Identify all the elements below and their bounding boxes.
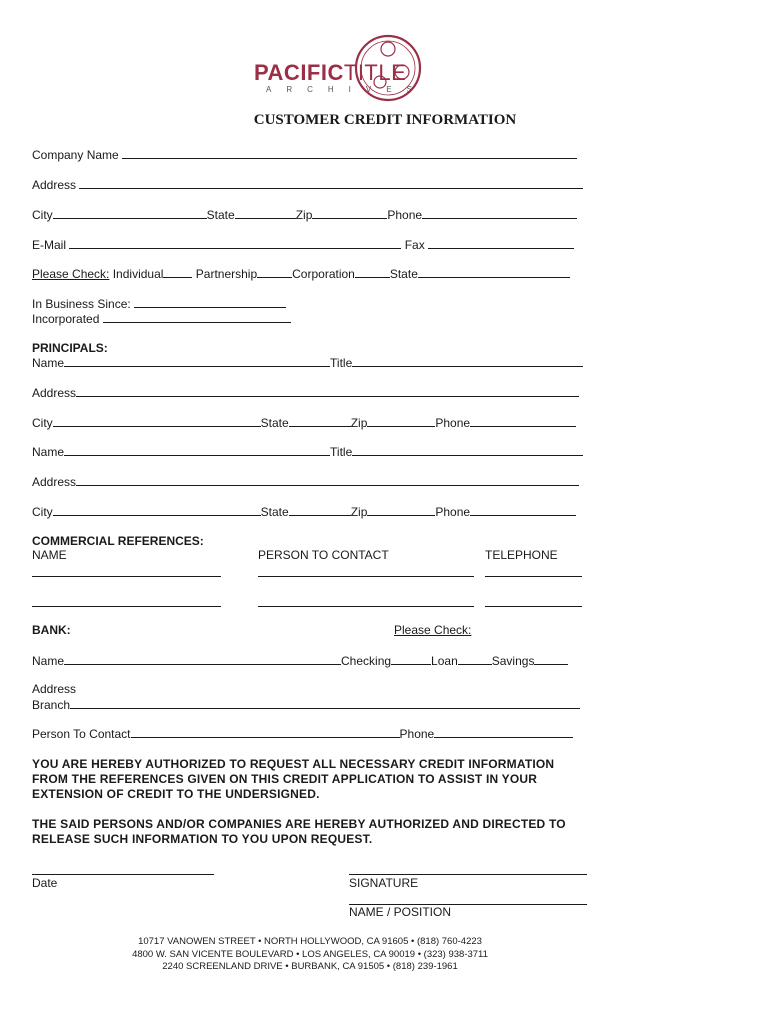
reference2-contact-field[interactable]	[258, 606, 474, 607]
incorporated-label: Incorporated	[32, 312, 100, 326]
principal2-zip-label: Zip	[350, 505, 368, 519]
phone-field[interactable]	[422, 207, 577, 219]
principal1-city-label: City	[32, 416, 53, 430]
loan-label: Loan	[431, 654, 458, 668]
references-telephone-header: TELEPHONE	[485, 548, 558, 562]
bank-phone-label: Phone	[399, 727, 435, 741]
principal1-zip-label: Zip	[350, 416, 368, 430]
bank-name-field[interactable]	[64, 653, 341, 665]
references-name-header: NAME	[32, 548, 67, 562]
footer-address-2: 4800 W. SAN VICENTE BOULEVARD • LOS ANGELES, CA 90019 • (323) 938-3711	[132, 948, 488, 960]
principal2-title-field[interactable]	[352, 444, 583, 456]
reference2-telephone-field[interactable]	[485, 606, 582, 607]
principal1-name-label: Name	[32, 356, 65, 370]
email-field[interactable]	[69, 237, 401, 249]
business-since-field[interactable]	[134, 296, 286, 308]
signature-label: SIGNATURE	[349, 876, 419, 890]
state-entity-label: State	[389, 267, 418, 281]
state-field[interactable]	[235, 207, 296, 219]
principals-heading: PRINCIPALS:	[32, 341, 108, 355]
principal1-zip-field[interactable]	[367, 415, 435, 427]
bank-please-check-label: Please Check:	[394, 623, 472, 637]
form-title: CUSTOMER CREDIT INFORMATION	[253, 112, 517, 128]
fax-field[interactable]	[428, 237, 574, 249]
reference1-contact-field[interactable]	[258, 576, 474, 577]
partnership-label: Partnership	[195, 267, 258, 281]
principal2-name-label: Name	[32, 445, 65, 459]
principal1-address-field[interactable]	[76, 385, 579, 397]
address-label: Address	[32, 178, 77, 192]
principal1-state-field[interactable]	[289, 415, 351, 427]
business-since-row	[32, 296, 286, 311]
bank-contact-label: Person To Contact	[32, 727, 131, 741]
principal2-address-field[interactable]	[76, 474, 579, 486]
city-label: City	[32, 208, 53, 222]
film-reel-icon	[350, 32, 424, 104]
principal1-address-label: Address	[32, 386, 77, 400]
company-city-row	[32, 207, 577, 222]
bank-contact-row	[32, 726, 573, 741]
principal1-title-label: Title	[330, 356, 353, 370]
principal2-name-row	[32, 444, 583, 459]
references-heading: COMMERCIAL REFERENCES:	[32, 534, 204, 548]
principal1-phone-label: Phone	[435, 416, 471, 430]
principal1-city-field[interactable]	[53, 415, 261, 427]
fax-label: Fax	[404, 238, 425, 252]
footer-addresses	[0, 936, 620, 974]
logo-wordmark: PACIFICTITLE	[254, 60, 407, 85]
references-contact-header: PERSON TO CONTACT	[258, 548, 389, 562]
principal1-state-label: State	[260, 416, 289, 430]
checking-label: Checking	[341, 654, 392, 668]
principal1-phone-field[interactable]	[470, 415, 576, 427]
principal2-address-row	[32, 474, 579, 489]
logo-subtitle: ARCHIVES	[266, 85, 427, 94]
bank-contact-field[interactable]	[131, 726, 400, 738]
company-address-row	[32, 177, 583, 192]
corporation-checkbox[interactable]	[355, 266, 390, 278]
principal1-address-row	[32, 385, 579, 400]
state-entity-field[interactable]	[418, 266, 570, 278]
principal1-title-field[interactable]	[352, 355, 583, 367]
phone-label: Phone	[387, 208, 423, 222]
company-logo	[254, 32, 427, 104]
checking-checkbox[interactable]	[391, 653, 431, 665]
please-check-label: Please Check:	[32, 267, 110, 281]
bank-branch-row	[32, 697, 580, 712]
incorporated-row	[32, 311, 291, 326]
principal1-city-row	[32, 415, 576, 430]
bank-address-label: Address	[32, 682, 77, 696]
individual-checkbox[interactable]	[163, 266, 192, 278]
authorization-paragraph-2: THE SAID PERSONS AND/OR COMPANIES ARE HEREBY AUTHORIZED AND DIRECTED TO RELEASE SUCH INFORMATION TO YOU UPON REQUEST.	[32, 817, 566, 846]
signature-field[interactable]	[349, 874, 587, 875]
partnership-checkbox[interactable]	[257, 266, 292, 278]
company-name-row	[32, 147, 577, 162]
principal2-state-field[interactable]	[289, 504, 351, 516]
zip-field[interactable]	[312, 207, 387, 219]
footer-address-1: 10717 VANOWEN STREET • NORTH HOLLYWOOD, CA 91605 • (818) 760-4223	[138, 936, 482, 947]
bank-branch-field[interactable]	[70, 697, 580, 709]
entity-type-row	[32, 266, 570, 281]
company-name-label: Company Name	[32, 148, 119, 162]
email-fax-row	[32, 237, 574, 252]
date-field[interactable]	[32, 874, 214, 875]
principal2-city-label: City	[32, 505, 53, 519]
bank-branch-label: Branch	[32, 698, 71, 712]
footer-address-3: 2240 SCREENLAND DRIVE • BURBANK, CA 91505 • (818) 239-1961	[162, 961, 458, 972]
address-field[interactable]	[79, 177, 583, 189]
bank-name-label: Name	[32, 654, 65, 668]
loan-checkbox[interactable]	[458, 653, 492, 665]
savings-checkbox[interactable]	[534, 653, 568, 665]
principal2-state-label: State	[260, 505, 289, 519]
date-label: Date	[32, 876, 58, 890]
name-position-label: NAME / POSITION	[349, 905, 452, 919]
principal2-title-label: Title	[330, 445, 353, 459]
principal2-city-row	[32, 504, 576, 519]
principal1-name-row	[32, 355, 583, 370]
principal2-city-field[interactable]	[53, 504, 261, 516]
company-name-field[interactable]	[122, 147, 577, 159]
bank-name-row	[32, 653, 568, 668]
principal2-phone-label: Phone	[435, 505, 471, 519]
authorization-paragraph-1: YOU ARE HEREBY AUTHORIZED TO REQUEST ALL NECESSARY CREDIT INFORMATION FROM THE REFERENCES GIVEN ON THIS CREDIT APPLICATION TO ASSIST IN YOUR EXTENSION OF CREDIT TO THE UNDERSIGNED.	[32, 757, 555, 801]
corporation-label: Corporation	[292, 267, 355, 281]
principal2-zip-field[interactable]	[367, 504, 435, 516]
reference1-name-field[interactable]	[32, 576, 221, 577]
bank-phone-field[interactable]	[434, 726, 573, 738]
reference2-name-field[interactable]	[32, 606, 221, 607]
principal2-name-field[interactable]	[64, 444, 330, 456]
individual-label: Individual	[112, 267, 164, 281]
principal1-name-field[interactable]	[64, 355, 330, 367]
email-label: E-Mail	[32, 238, 67, 252]
reference1-telephone-field[interactable]	[485, 576, 582, 577]
savings-label: Savings	[491, 654, 535, 668]
principal2-address-label: Address	[32, 475, 77, 489]
incorporated-field[interactable]	[103, 311, 291, 323]
state-label: State	[206, 208, 235, 222]
principal2-phone-field[interactable]	[470, 504, 576, 516]
bank-heading: BANK:	[32, 623, 71, 637]
business-since-label: In Business Since:	[32, 297, 131, 311]
city-field[interactable]	[53, 207, 207, 219]
zip-label: Zip	[295, 208, 313, 222]
